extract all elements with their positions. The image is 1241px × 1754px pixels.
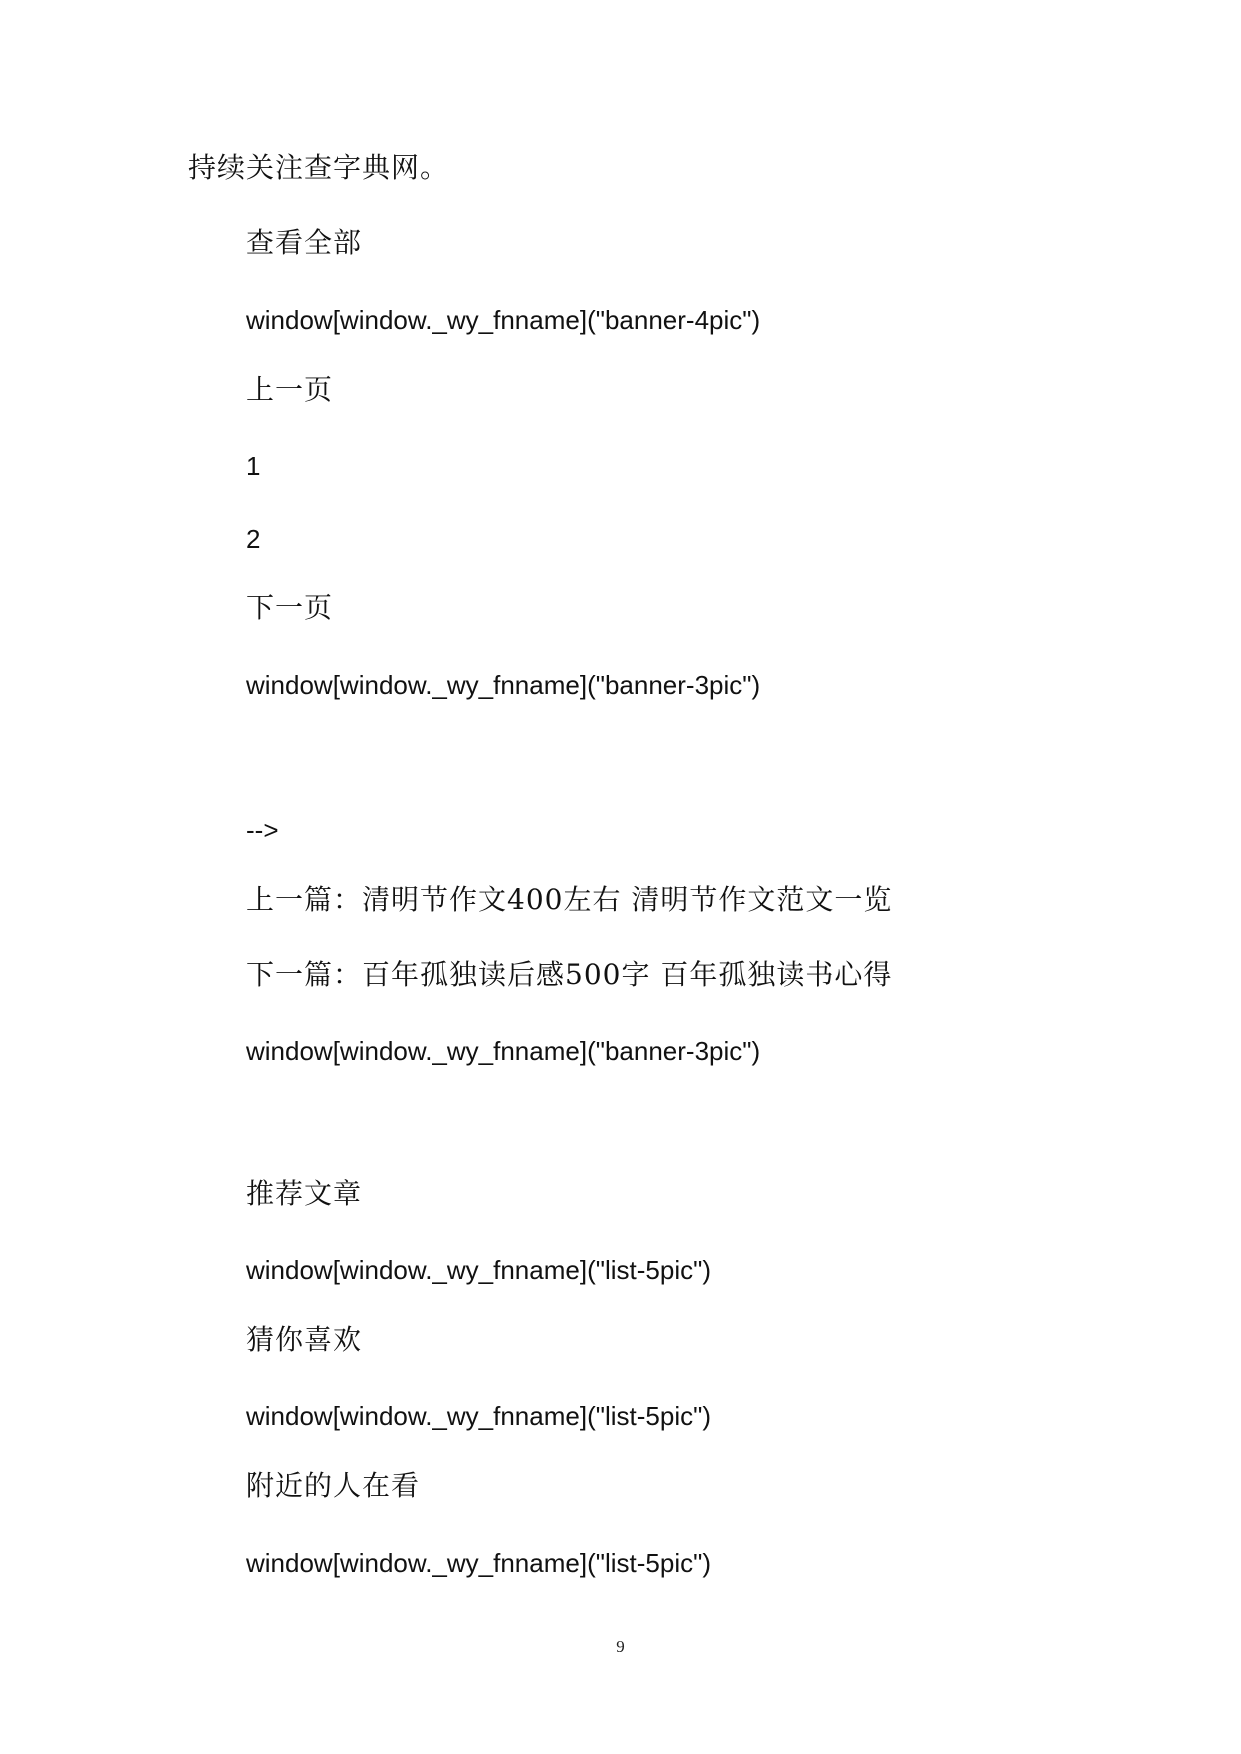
next-page-link[interactable]: 下一页 [246,591,334,624]
previous-article-link[interactable]: 上一篇：清明节作文400左右 清明节作文范文一览 [246,883,893,916]
page-link-1[interactable]: 1 [246,451,261,481]
script-text-list-5pic: window[window._wy_fnname]("list-5pic") [246,1255,711,1285]
next-article-link[interactable]: 下一篇：百年孤独读后感500字 百年孤独读书心得 [246,958,893,991]
script-text-banner-4pic: window[window._wy_fnname]("banner-4pic") [246,305,761,335]
page-number: 9 [616,1637,625,1656]
page-link-2[interactable]: 2 [246,524,261,554]
recommended-articles-heading: 推荐文章 [246,1177,363,1210]
view-all-link[interactable]: 查看全部 [246,226,363,259]
closing-sentence: 持续关注查字典网。 [188,151,450,184]
script-text-list-5pic-2: window[window._wy_fnname]("list-5pic") [246,1401,711,1431]
previous-page-link[interactable]: 上一页 [246,373,334,406]
script-text-banner-3pic: window[window._wy_fnname]("banner-3pic") [246,670,761,700]
nearby-people-viewing-heading: 附近的人在看 [246,1469,421,1502]
comment-end-marker: --> [246,815,279,845]
you-may-like-heading: 猜你喜欢 [246,1323,363,1356]
script-text-banner-3pic-2: window[window._wy_fnname]("banner-3pic") [246,1036,761,1066]
script-text-list-5pic-3: window[window._wy_fnname]("list-5pic") [246,1548,711,1578]
